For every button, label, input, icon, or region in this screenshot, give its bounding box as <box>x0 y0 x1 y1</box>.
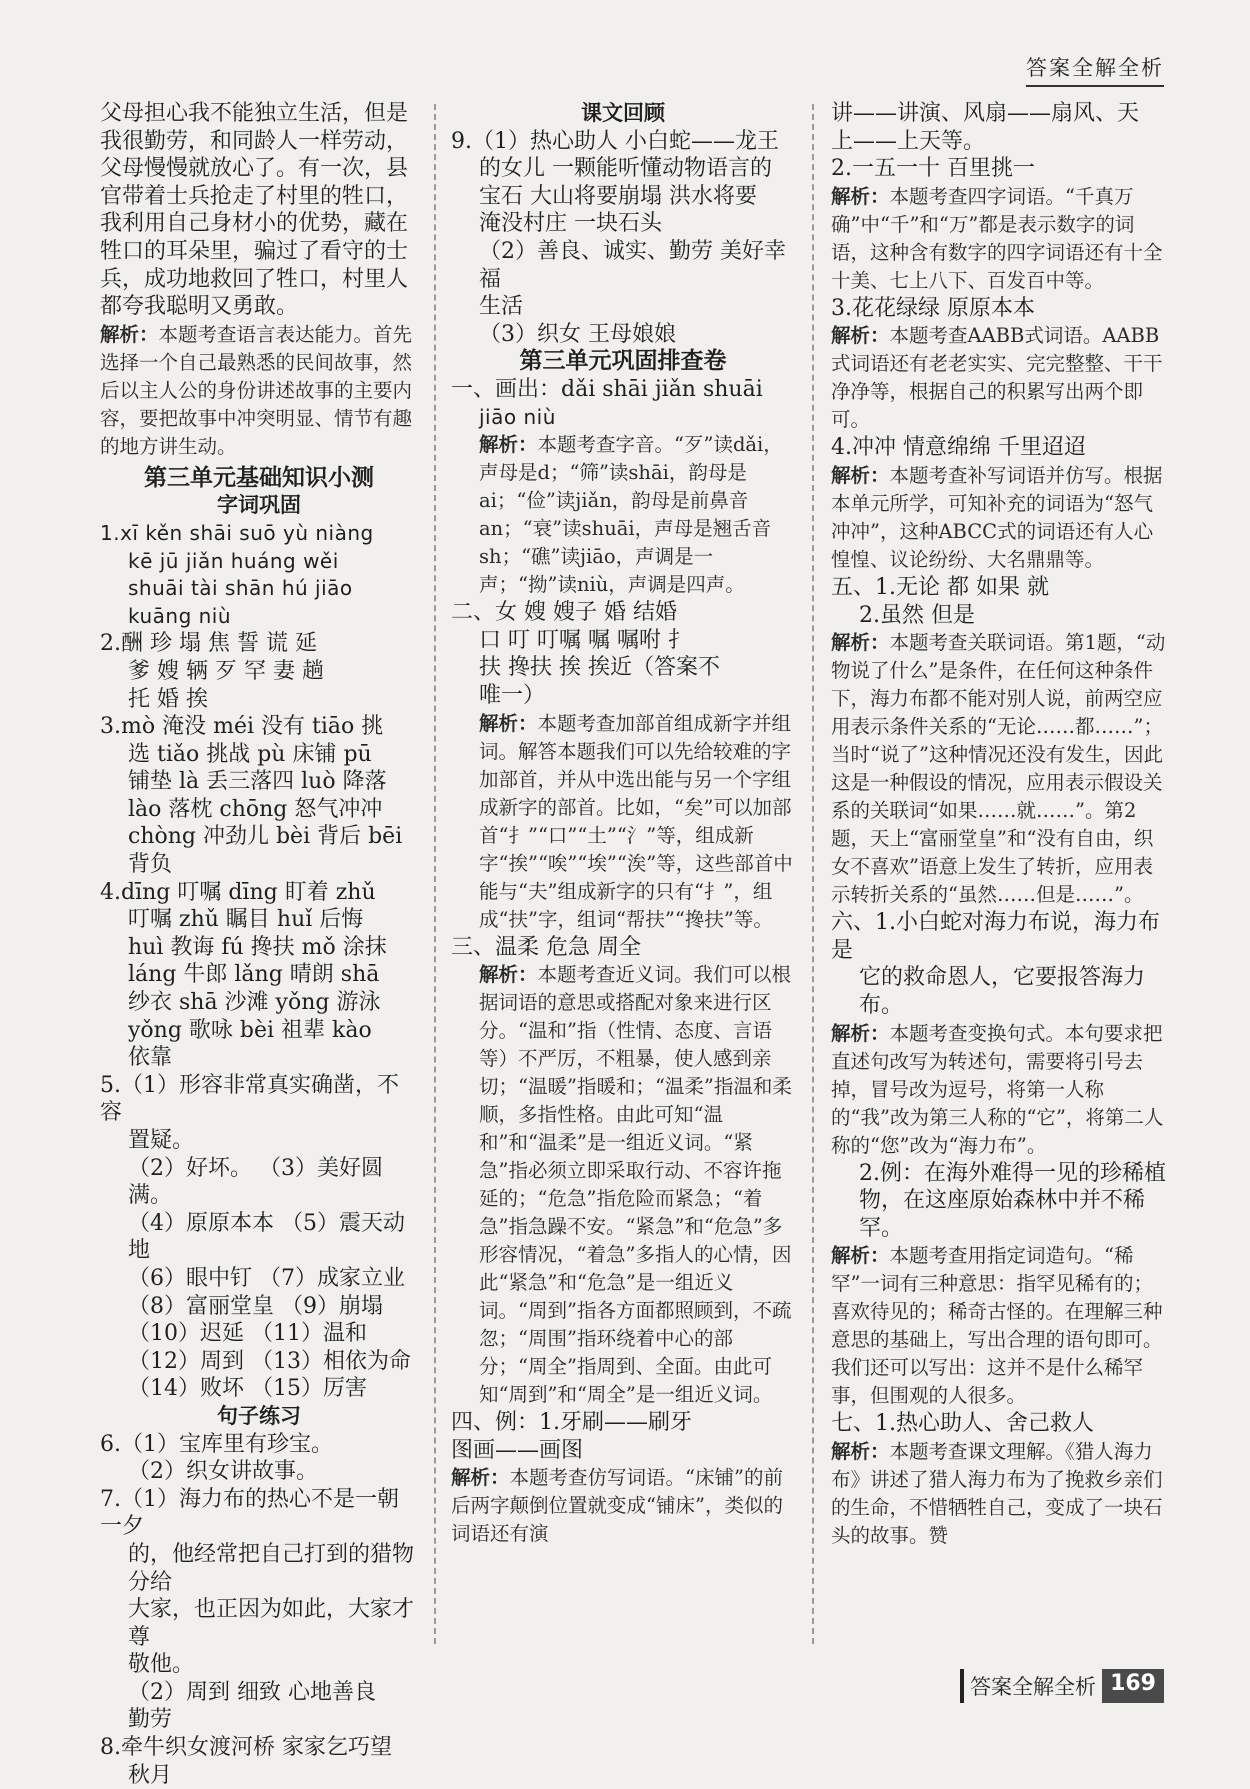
answer-line: 1.xī kěn shāi suō yù niàng <box>100 520 374 545</box>
analysis: 解析：本题考查语言表达能力。首先选择一个自己最熟悉的民间故事，然后以主人公的身份讲述故事的主要内容，要把故事中冲突明显、情节有趣的地方讲生动。 <box>100 322 413 458</box>
answer-line: 宝石 大山将要崩塌 洪水将要 <box>479 183 757 209</box>
section-title: 字词巩固 <box>217 493 301 518</box>
answer-line: 讲——讲演、风扇——扇风、天 <box>831 101 1140 126</box>
answer-line: 置疑。 <box>128 1128 195 1153</box>
analysis: 解析：本题考查课文理解。《猎人海力布》讲述了猎人海力布为了挽救乡亲们的生命，不惜牺牲自己，变成了一块石头的故事。赞 <box>831 1439 1163 1547</box>
answer-line: 上——上天等。 <box>831 128 986 154</box>
answer-line: （10）迟延 （11）温和 <box>128 1321 367 1347</box>
text-line: 牲口的耳朵里，骗过了看守的士 <box>100 238 409 264</box>
answer-line: jiāo niù <box>479 404 556 429</box>
answer-line: （14）败坏 （15）厉害 <box>128 1376 367 1402</box>
column-2 <box>451 100 795 1548</box>
answer-line: 的女儿 一颗能听懂动物语言的 <box>479 156 772 182</box>
answer-line: 四、例：1.牙刷——刷牙 <box>451 1410 692 1436</box>
header-title: 答案全解全析 <box>1026 52 1164 87</box>
answer-line: 3.mò 淹没 méi 没有 tiāo 挑 <box>100 714 384 740</box>
text-line: 我利用自己身材小的优势，藏在 <box>100 211 409 237</box>
answer-line: yǒng 歌咏 bèi 祖辈 kào <box>128 1017 372 1043</box>
answer-line: （3）织女 王母娘娘 <box>479 321 676 347</box>
answer-line: 8.牵牛织女渡河桥 家家乞巧望 <box>100 1735 392 1761</box>
section-title: 句子练习 <box>217 1403 301 1428</box>
unit-title: 第三单元巩固排查卷 <box>519 348 727 375</box>
answer-line: 敬他。 <box>128 1652 195 1678</box>
answer-line: 选 tiǎo 挑战 pù 床铺 pū <box>128 741 372 767</box>
answer-line: lào 落枕 chōng 怒气冲冲 <box>128 796 383 822</box>
answer-line: 纱衣 shā 沙滩 yǒng 游泳 <box>128 990 381 1016</box>
answer-line: 4.冲冲 情意绵绵 千里迢迢 <box>831 435 1086 461</box>
answer-line: 铺垫 là 丢三落四 luò 降落 <box>128 769 387 795</box>
column-1 <box>100 100 418 1789</box>
answer-line: 唯一） <box>479 682 546 708</box>
answer-line: 大家，也正因为如此，大家才尊 <box>128 1597 415 1650</box>
analysis: 解析：本题考查变换句式。本句要求把直述句改写为转述句，需要将引号去掉，冒号改为逗号，将第一人称的“我”改为第三人称的“它”，将第二人称的“您”改为“海力布”。 <box>831 1021 1164 1157</box>
text-line: 父母担心我不能独立生活，但是 <box>100 101 409 126</box>
answer-line: 9.（1）热心助人 小白蛇——龙王 <box>451 128 779 154</box>
text-line: 兵，成功地救回了牲口，村里人 <box>100 266 409 292</box>
unit-title: 第三单元基础知识小测 <box>144 464 374 491</box>
answer-line: láng 牛郎 lǎng 晴朗 shā <box>128 962 380 988</box>
answer-line: 二、女 嫂 嫂子 婚 结婚 <box>451 600 677 626</box>
answer-line: 2.酬 珍 塌 焦 誓 谎 延 <box>100 631 317 657</box>
column-divider-right <box>812 104 814 1644</box>
answer-line: 物，在这座原始森林中并不稀罕。 <box>859 1188 1146 1241</box>
answer-line: 六、1.小白蛇对海力布说，海力布是 <box>831 910 1160 963</box>
page-number: 169 <box>1102 1669 1164 1703</box>
text-line: 官带着士兵抢走了村里的牲口， <box>100 183 409 209</box>
text-line: 父母慢慢就放心了。有一次，县 <box>100 156 409 182</box>
analysis: 解析：本题考查加部首组成新字并组词。解答本题我们可以先给较难的字加部首，并从中选出能与另一个字组成新字的部首。比如，“矣”可以加部首“扌”“口”“土”“氵”等，组成新字“挨”“唉”“埃”“涘”等，这些部首中能与“夫”组成新字的只有“扌”，组成“扶”字，组词“帮扶”“搀扶”等。 <box>479 711 793 931</box>
answer-line: （2）周到 细致 心地善良 <box>128 1679 376 1705</box>
answer-line: 背负 <box>128 852 173 878</box>
section-title: 课文回顾 <box>581 101 665 125</box>
answer-line: 图画——画图 <box>451 1437 584 1463</box>
answer-line: （8）富丽堂皇 （9）崩塌 <box>128 1293 383 1319</box>
page-footer <box>960 1669 1164 1703</box>
column-divider-left <box>434 104 436 1644</box>
text-line: 我很勤劳，和同龄人一样劳动， <box>100 128 409 154</box>
answer-line: 口 叮 叮嘱 嘱 嘱咐 扌 <box>479 627 690 653</box>
analysis: 解析：本题考查字音。“歹”读dǎi，声母是d；“筛”读shāi，韵母是ai；“俭”读jiǎn，韵母是前鼻音an；“衰”读shuāi，声母是翘舌音sh；“礁”读jiāo，声调是一声；“拗”读niù，声调是四声。 <box>479 433 783 597</box>
answer-line: 七、1.热心助人、舍己救人 <box>831 1411 1094 1437</box>
analysis: 解析：本题考查近义词。我们可以根据词语的意思或搭配对象来进行区分。“温和”指（性情、态度、言语等）不严厉，不粗暴，使人感到亲切；“温暖”指暖和；“温柔”指温和柔顺，多指性格。由此可知“温和”和“温柔”是一组近义词。“紧急”指必须立即采取行动、不容许拖延的；“危急”指危险而紧急；“着急”指急躁不安。“紧急”和“危急”多形容情况，“着急”多指人的心情，因此“紧急”和“危急”是一组近义词。“周到”指各方面都照顾到，不疏忽；“周围”指环绕着中心的部分；“周全”指周到、全面。由此可知“周到”和“周全”是一组近义词。 <box>479 963 792 1407</box>
answer-line: （6）眼中钉 （7）成家立业 <box>128 1265 405 1291</box>
answer-line: （2）善良、诚实、勤劳 美好幸福 <box>479 238 786 292</box>
answer-line: kē jū jiǎn huáng wěi <box>128 548 339 573</box>
text-line: 都夸我聪明又勇敢。 <box>100 294 299 320</box>
answer-line: （2）织女讲故事。 <box>128 1459 318 1485</box>
analysis: 解析：本题考查四字词语。“千真万确”中“千”和“万”都是表示数字的词语，这种含有数字的四字词语还有十全十美、七上八下、百发百中等。 <box>831 184 1163 292</box>
answer-line: 淹没村庄 一块石头 <box>479 211 662 237</box>
answer-line: 2.例：在海外难得一见的珍稀植 <box>859 1160 1166 1186</box>
analysis: 解析：本题考查关联词语。第1题，“动物说了什么”是条件，在任何这种条件下，海力布都不能对别人说，前两空应用表示条件关系的“无论……都……”；当时“说了”这种情况还没有发生，因此这是一种假设的情况，应用表示假设关系的关联词“如果……就……”。第2题，天上“富丽堂皇”和“没有自由，织女不喜欢”语意上发生了转折，应用表示转折关系的“虽然……但是……”。 <box>831 631 1166 907</box>
answer-line: （4）原原本本 （5）震天动地 <box>128 1210 405 1264</box>
column-3 <box>831 100 1166 1550</box>
answer-line: shuāi tài shān hú jiāo <box>128 576 353 601</box>
footer-label: 答案全解全析 <box>960 1669 1102 1703</box>
answer-line: 爹 嫂 辆 歹 罕 妻 趟 <box>128 658 324 684</box>
answer-line: 3.花花绿绿 原原本本 <box>831 295 1035 321</box>
answer-line: 扶 搀扶 挨 挨近（答案不 <box>479 655 720 681</box>
answer-line: 叮嘱 zhǔ 瞩目 huǐ 后悔 <box>128 907 364 933</box>
answer-line: 2.一五一十 百里挑一 <box>831 156 1035 182</box>
answer-line: 7.（1）海力布的热心不是一朝一夕 <box>100 1486 399 1540</box>
answer-line: 5.（1）形容非常真实确凿，不容 <box>100 1072 399 1126</box>
answer-line: huì 教诲 fú 搀扶 mǒ 涂抹 <box>128 934 387 960</box>
answer-line: chòng 冲劲儿 bèi 背后 bēi <box>128 824 403 850</box>
analysis: 解析：本题考查仿写词语。“床铺”的前后两字颠倒位置就变成“铺床”，类似的词语还有演 <box>451 1466 783 1546</box>
answer-line: 4.dīng 叮嘱 dīng 盯着 zhǔ <box>100 879 376 905</box>
answer-line: 的，他经常把自己打到的猎物分给 <box>128 1541 415 1595</box>
analysis: 解析：本题考查补写词语并仿写。根据本单元所学，可知补充的词语为“怒气冲冲”，这种ABCC式的词语还有人心惶惶、议论纷纷、大名鼎鼎等。 <box>831 463 1163 571</box>
answer-line: 托 婚 挨 <box>128 686 208 712</box>
answer-line: 生活 <box>479 294 524 320</box>
answer-line: 勤劳 <box>128 1707 173 1733</box>
answer-line: （12）周到 （13）相依为命 <box>128 1348 411 1374</box>
answer-line: 它的救命恩人，它要报答海力布。 <box>859 965 1146 1018</box>
answer-line: kuāng niù <box>128 603 232 628</box>
answer-line: 2.虽然 但是 <box>859 602 975 628</box>
answer-line: 依靠 <box>128 1045 173 1071</box>
answer-line: 五、1.无论 都 如果 就 <box>831 574 1049 600</box>
answer-line: 三、温柔 危急 周全 <box>451 934 641 960</box>
analysis: 解析：本题考查用指定词造句。“稀罕”一词有三种意思：指罕见稀有的；喜欢待见的；稀奇古怪的。在理解三种意思的基础上，写出合理的语句即可。我们还可以写出：这并不是什么稀罕事，但围观的人很多。 <box>831 1244 1163 1408</box>
answer-line: 秋月 <box>128 1762 173 1788</box>
analysis: 解析：本题考查AABB式词语。AABB式词语还有老老实实、完完整整、干干净净等，根据自己的积累写出两个即可。 <box>831 324 1163 432</box>
answer-line: 6.（1）宝库里有珍宝。 <box>100 1431 333 1457</box>
answer-line: 一、画出：dǎi shāi jiǎn shuāi <box>451 376 763 402</box>
answer-line: （2）好坏。 （3）美好圆满。 <box>128 1155 383 1209</box>
